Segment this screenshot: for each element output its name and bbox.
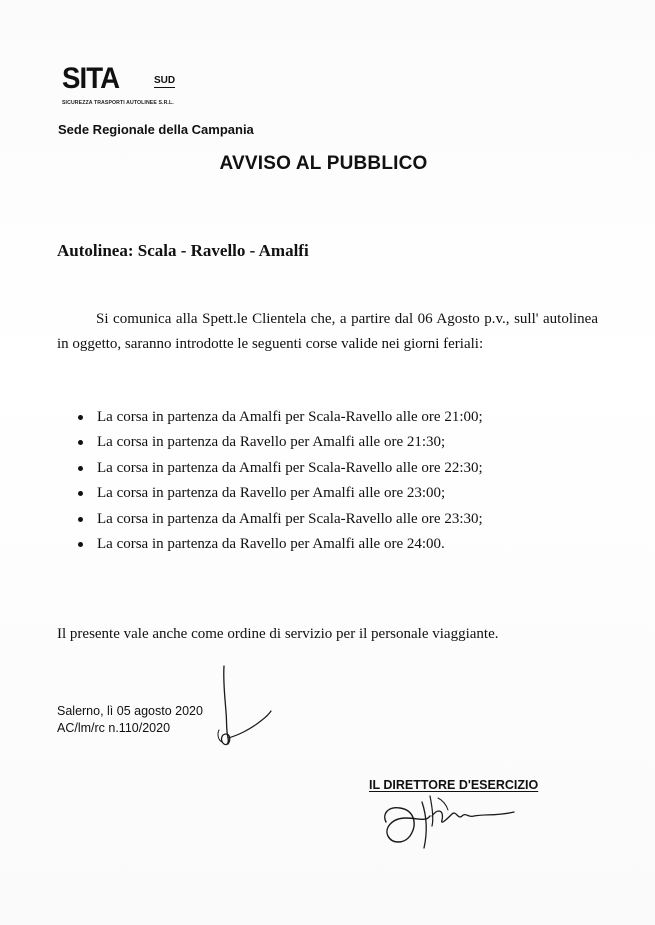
place-and-date-block bbox=[57, 703, 203, 737]
signatory-title: IL DIRETTORE D'ESERCIZIO bbox=[369, 778, 539, 792]
list-item bbox=[60, 430, 483, 455]
director-signature bbox=[378, 786, 528, 856]
runs-list bbox=[60, 405, 483, 557]
list-item bbox=[60, 532, 483, 557]
service-order-note: Il presente vale anche come ordine di servizio per il personale viaggiante. bbox=[57, 626, 499, 642]
logo-sud-mark: SUD bbox=[154, 75, 176, 86]
logo-tagline: SICUREZZA TRASPORTI AUTOLINEE S.R.L. bbox=[62, 100, 174, 106]
list-item bbox=[60, 481, 483, 506]
place-date: Salerno, lì 05 agosto 2020 bbox=[57, 704, 203, 718]
bullet-icon bbox=[78, 440, 83, 445]
bullet-icon bbox=[78, 466, 83, 471]
notice-title bbox=[0, 153, 655, 175]
run-text: La corsa in partenza da Amalfi per Scala-Ravello alle ore 22:30; bbox=[97, 459, 483, 476]
run-text: La corsa in partenza da Ravello per Amalfi alle ore 23:00; bbox=[97, 485, 446, 502]
notice-title-text: AVVISO AL PUBBLICO bbox=[219, 153, 428, 174]
list-item bbox=[60, 405, 483, 430]
run-text: La corsa in partenza da Amalfi per Scala-Ravello alle ore 21:00; bbox=[97, 409, 483, 425]
list-item bbox=[60, 507, 483, 532]
bullet-icon bbox=[78, 415, 83, 420]
sita-sud-logo bbox=[62, 64, 212, 114]
regional-office: Sede Regionale della Campania bbox=[58, 122, 254, 137]
run-text: La corsa in partenza da Amalfi per Scala-Ravello alle ore 23:30; bbox=[97, 510, 483, 527]
run-text: La corsa in partenza da Ravello per Amalfi alle ore 24:00. bbox=[97, 536, 445, 553]
bullet-icon bbox=[78, 542, 83, 547]
bullet-icon bbox=[78, 517, 83, 522]
logo-wordmark: SITA bbox=[62, 62, 120, 95]
bullet-icon bbox=[78, 491, 83, 496]
protocol-reference: AC/lm/rc n.110/2020 bbox=[57, 721, 171, 735]
route-heading: Autolinea: Scala - Ravello - Amalfi bbox=[57, 241, 309, 260]
handwritten-initials bbox=[206, 664, 276, 750]
intro-paragraph: Si comunica alla Spett.le Clientela che, a partire dal 06 Agosto p.v., sull' autolinea in oggetto, saranno introdotte le seguenti corse valide nei giorni feriali: bbox=[57, 311, 598, 352]
list-item bbox=[60, 456, 483, 481]
run-text: La corsa in partenza da Ravello per Amalfi alle ore 21:30; bbox=[97, 434, 446, 451]
